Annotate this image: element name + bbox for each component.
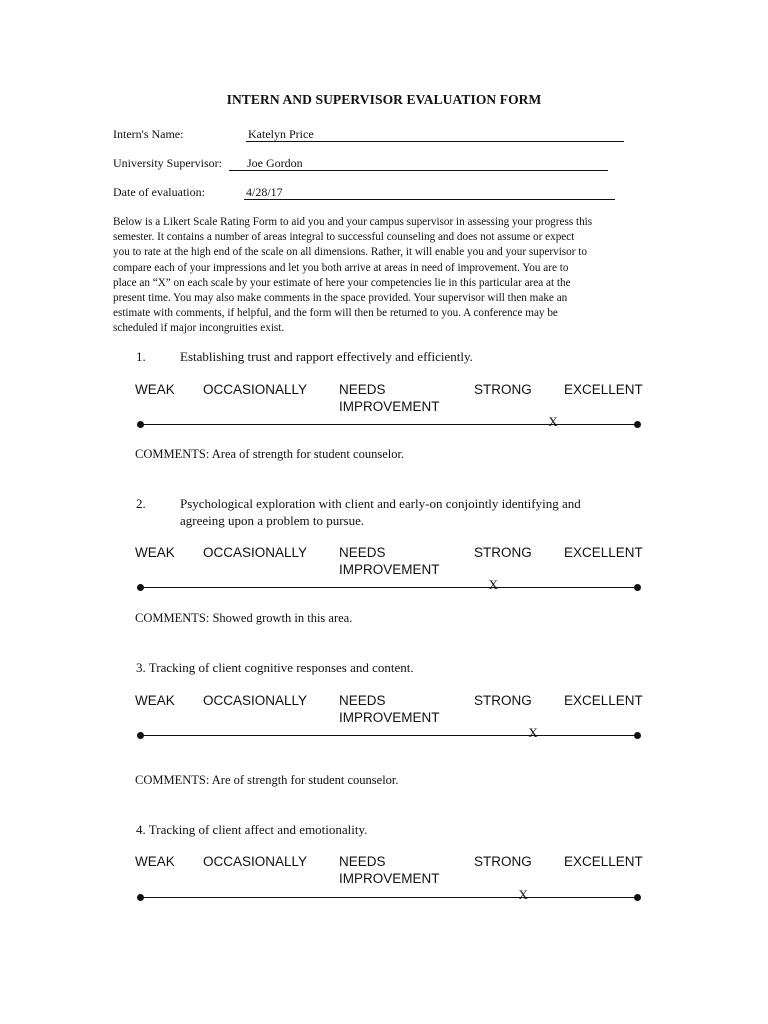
evaluation-item xyxy=(0,660,768,800)
form-title: INTERN AND SUPERVISOR EVALUATION FORM xyxy=(226,92,542,107)
intern-name-field[interactable]: Katelyn Price xyxy=(246,127,624,142)
evaluation-item xyxy=(0,349,768,469)
item-comment[interactable]: COMMENTS: Showed growth in this area. xyxy=(135,611,353,625)
instructions-line: you to rate at the high end of the scale on all dimensions. Rather, it will enable you and your supervisor to xyxy=(113,246,587,259)
scale-excellent-label: EXCELLENT xyxy=(564,382,643,397)
date-field[interactable]: 4/28/17 xyxy=(244,185,615,200)
rating-scale-line[interactable] xyxy=(140,735,638,736)
scale-improvement-label: IMPROVEMENT xyxy=(339,399,440,414)
scale-end-dot xyxy=(634,732,641,739)
scale-occasionally-label: OCCASIONALLY xyxy=(203,545,308,560)
rating-x-mark[interactable]: X xyxy=(518,887,528,902)
rating-x-mark[interactable]: X xyxy=(488,577,498,592)
scale-excellent-label: EXCELLENT xyxy=(564,545,643,560)
scale-strong-label: STRONG xyxy=(474,382,532,397)
item-question: 4. Tracking of client affect and emotionality. xyxy=(136,822,368,837)
scale-strong-label: STRONG xyxy=(474,545,532,560)
item-question: Psychological exploration with client and early-on conjointly identifying and xyxy=(180,496,581,511)
scale-needs-label: NEEDS xyxy=(339,854,386,869)
scale-improvement-label: IMPROVEMENT xyxy=(339,871,440,886)
rating-x-mark[interactable]: X xyxy=(548,414,558,429)
item-question: Establishing trust and rapport effectively and efficiently. xyxy=(180,349,473,364)
item-question: 3. Tracking of client cognitive responses and content. xyxy=(136,660,414,675)
scale-occasionally-label: OCCASIONALLY xyxy=(203,854,308,869)
scale-needs-label: NEEDS xyxy=(339,382,386,397)
scale-weak-label: WEAK xyxy=(135,545,175,560)
instructions-line: Below is a Likert Scale Rating Form to aid you and your campus supervisor in assessing your progress this xyxy=(113,216,593,228)
scale-excellent-label: EXCELLENT xyxy=(564,854,643,869)
supervisor-label: University Supervisor: xyxy=(113,156,222,170)
scale-occasionally-label: OCCASIONALLY xyxy=(203,382,308,397)
instructions-line: estimate with comments, if helpful, and the form will then be returned to you. A conference may be xyxy=(113,307,558,320)
instructions-line: present time. You may also make comments in the space provided. Your supervisor will then make an xyxy=(113,292,568,305)
instructions-line: semester. It contains a number of areas integral to successful counseling and does not assume or expect xyxy=(113,231,575,244)
scale-occasionally-label: OCCASIONALLY xyxy=(203,693,308,708)
item-question-continued: agreeing upon a problem to pursue. xyxy=(180,513,365,528)
date-label: Date of evaluation: xyxy=(113,185,205,199)
item-number: 2. xyxy=(136,496,146,511)
item-comment[interactable]: COMMENTS: Are of strength for student counselor. xyxy=(135,773,399,787)
rating-scale-line[interactable] xyxy=(140,587,638,588)
scale-improvement-label: IMPROVEMENT xyxy=(339,710,440,725)
evaluation-item xyxy=(0,822,768,922)
rating-scale-line[interactable] xyxy=(140,897,638,898)
item-number: 1. xyxy=(136,349,146,364)
scale-weak-label: WEAK xyxy=(135,693,175,708)
scale-needs-label: NEEDS xyxy=(339,545,386,560)
rating-x-mark[interactable]: X xyxy=(528,725,538,740)
instructions-line: compare each of your impressions and let you both arrive at areas in need of improvement. You are to xyxy=(113,261,569,274)
supervisor-field[interactable]: Joe Gordon xyxy=(229,156,608,171)
instructions-line: place an “X” on each scale by your estimate of here your competencies lie in this particular area at the xyxy=(113,276,571,289)
scale-weak-label: WEAK xyxy=(135,382,175,397)
scale-strong-label: STRONG xyxy=(474,854,532,869)
scale-end-dot xyxy=(634,584,641,591)
instructions-paragraph xyxy=(113,215,653,337)
scale-weak-label: WEAK xyxy=(135,854,175,869)
scale-improvement-label: IMPROVEMENT xyxy=(339,562,440,577)
intern-name-label: Intern's Name: xyxy=(113,127,184,141)
scale-needs-label: NEEDS xyxy=(339,693,386,708)
rating-scale-line[interactable] xyxy=(140,424,638,425)
scale-end-dot xyxy=(634,894,641,901)
instructions-line: scheduled if major incongruities exist. xyxy=(113,322,285,335)
scale-strong-label: STRONG xyxy=(474,693,532,708)
evaluation-item xyxy=(0,496,768,636)
item-comment[interactable]: COMMENTS: Area of strength for student counselor. xyxy=(135,447,405,461)
scale-excellent-label: EXCELLENT xyxy=(564,693,643,708)
scale-end-dot xyxy=(634,421,641,428)
